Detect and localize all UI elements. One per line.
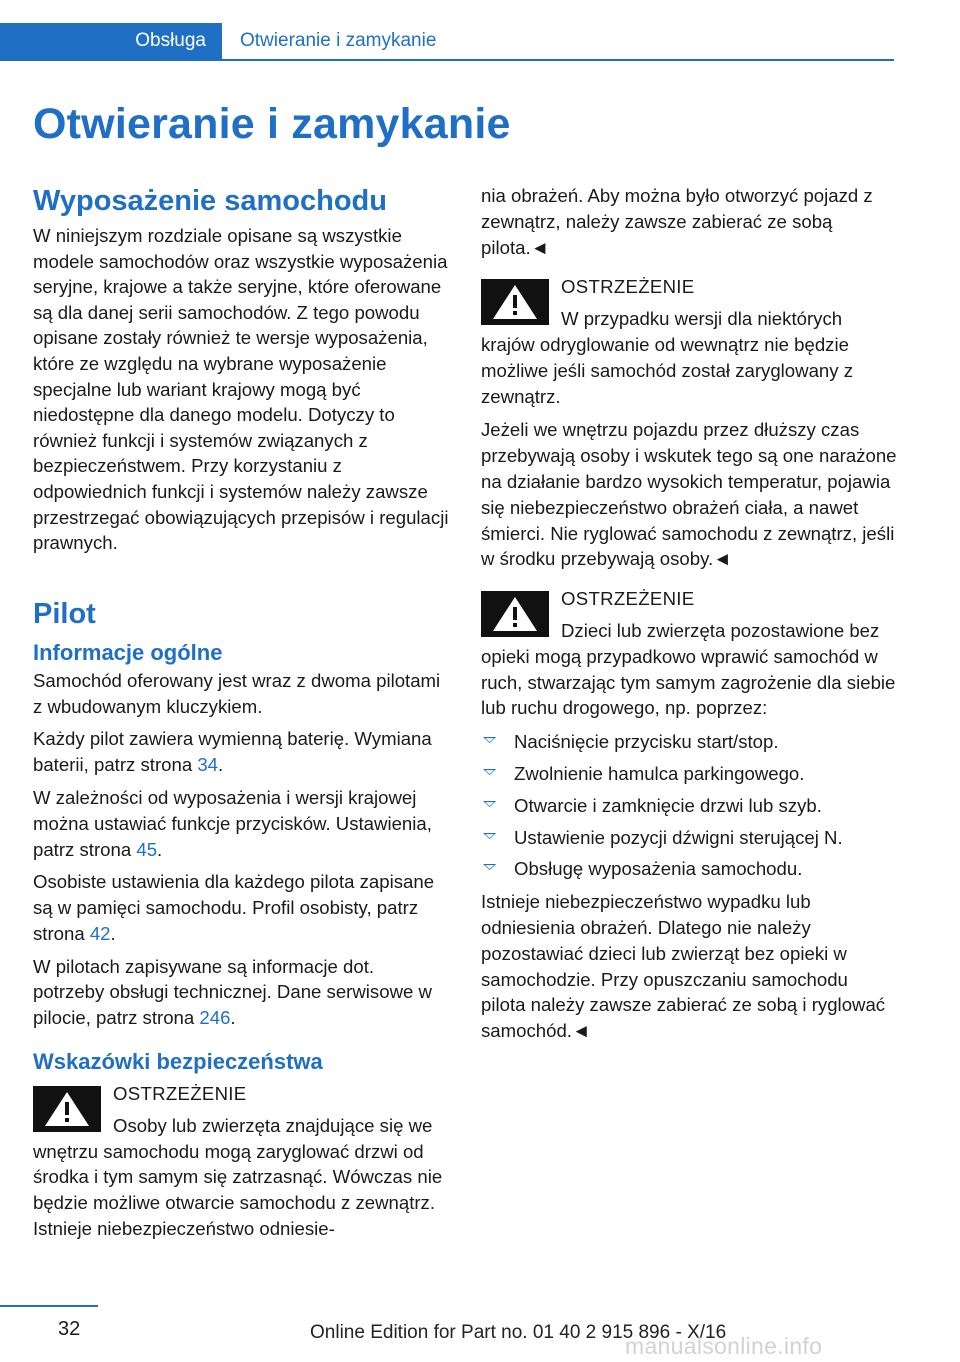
warning-triangle-icon: [481, 591, 549, 637]
period: .: [157, 838, 163, 860]
warning-block-1: [33, 1081, 449, 1242]
header-rule: [222, 59, 894, 61]
subsection-title-safety: Wskazówki bezpieczeństwa: [33, 1049, 323, 1075]
list-item-text: Obsługę wyposażenia samochodu.: [514, 858, 803, 880]
warning-triangle-icon: [481, 279, 549, 325]
period: .: [230, 1007, 236, 1029]
right-column: [481, 183, 897, 1051]
page-title: Otwieranie i zamykanie: [33, 100, 511, 148]
warning-title: OSTRZEŻENIE: [113, 1083, 247, 1105]
page-link-246[interactable]: 246: [199, 1007, 231, 1029]
general-paragraph-4: [33, 869, 449, 946]
bullet-list: [481, 729, 897, 882]
edition-note: Online Edition for Part no. 01 40 2 915 896 - X/16: [310, 1322, 727, 1343]
footer-rule: [0, 1305, 98, 1307]
list-item-text: Naciśnięcie przycisku start/stop.: [514, 731, 779, 753]
general-paragraph-3: [33, 785, 449, 862]
paragraph-text: Każdy pilot zawiera wymienną baterię. Wymiana baterii, patrz strona: [33, 728, 432, 776]
general-paragraph-1: Samochód oferowany jest wraz z dwoma pilotami z wbudowanym kluczykiem.: [33, 669, 441, 717]
general-paragraph-5: [33, 954, 449, 1031]
chapter-tab[interactable]: [0, 23, 222, 61]
closing-paragraph: Istnieje niebezpieczeństwo wypadku lub odniesienia obrażeń. Dlatego nie należy pozostawiać dzieci lub zwierząt bez opieki w samochodzie. Przy opuszczaniu samochodu pilota należy zawsze zabierać ze sobą i ryglować samochód.◄: [481, 891, 886, 1042]
warning-text: Osoby lub zwierzęta znajdujące się we wnętrzu samochodu mogą zaryglować drzwi od środka i tym samym się zatrzasnąć. Wówczas nie będzie możliwe otwarcie samochodu z zewnątrz. Istnieje niebezpieczeństwo odniesie-: [33, 1114, 443, 1240]
paragraph-text: Osobiste ustawienia dla każdego pilota zapisane są w pamięci samochodu. Profil osobisty, patrz strona: [33, 871, 435, 944]
warning-title: OSTRZEŻENIE: [561, 588, 695, 610]
warning-block-3: [481, 586, 897, 721]
page-link-45[interactable]: 45: [136, 838, 158, 860]
period: .: [110, 922, 116, 944]
list-item: [481, 793, 897, 819]
paragraph-text: W zależności od wyposażenia i wersji krajowej można ustawiać funkcje przycisków. Ustawienia, patrz strona: [33, 786, 432, 860]
general-paragraph-2: [33, 726, 449, 778]
warning-text: Dzieci lub zwierzęta pozostawione bez opieki mogą przypadkowo wprawić samochód w ruch, stwarzając tym samym zagrożenie dla siebie lub ruchu drogowego, np. poprzez:: [481, 619, 896, 719]
list-item: [481, 825, 897, 851]
warning-text: W przypadku wersji dla niektórych krajów odryglowanie od wewnątrz nie będzie możliwe jeśli samochód został zaryglowany z zewnątrz.: [481, 308, 854, 407]
bullet-triangle-icon: [483, 801, 496, 807]
list-item: [481, 729, 897, 755]
bullet-triangle-icon: [483, 833, 496, 839]
warning-triangle-icon: [33, 1086, 101, 1132]
breadcrumb[interactable]: Otwieranie i zamykanie: [240, 30, 437, 51]
chapter-tab-label: Obsługa: [135, 30, 206, 51]
list-item: [481, 761, 897, 787]
page-link-42[interactable]: 42: [89, 922, 111, 944]
list-item-text: Zwolnienie hamulca parkingowego.: [514, 762, 805, 784]
continued-paragraph: nia obrażeń. Aby można było otworzyć pojazd z zewnątrz, należy zawsze zabierać ze sobą pilota.◄: [481, 185, 873, 258]
bullet-triangle-icon: [483, 864, 496, 870]
subsection-title-general: Informacje ogólne: [33, 639, 223, 665]
page-link-34[interactable]: 34: [197, 754, 219, 776]
warning-title: OSTRZEŻENIE: [561, 276, 695, 298]
section-title-remote: Pilot: [33, 597, 96, 630]
equipment-paragraph: W niniejszym rozdziale opisane są wszystkie modele samochodów oraz wszystkie wyposażenia seryjne, krajowe a także seryjne, które oferowane są dla danej serii samochodów. Z tego powodu opisane zostały również te wersje wyposażenia, które ze względu na wybrane wyposażenie specjalne lub wariant krajowy mogą być niedostępne dla danego modelu. Dotyczy to również funkcji i systemów związanych z bezpieczeństwem. Przy korzystaniu z odpowiednich funkcji i systemów należy zawsze przestrzegać obowiązujących przepisów i regulacji prawnych.: [33, 225, 449, 554]
watermark: manualsonline.info: [625, 1333, 823, 1359]
warning-continuation: Jeżeli we wnętrzu pojazdu przez dłuższy czas przebywają osoby i wskutek tego są one narażone na działanie bardzo wysokich temperatur, pojawia się niebezpieczeństwo obrażeń ciała, a nawet śmierci. Nie ryglować samochodu z zewnątrz, jeśli w środku przebywają osoby.◄: [481, 419, 897, 570]
period: .: [218, 754, 224, 776]
list-item-text: Otwarcie i zamknięcie drzwi lub szyb.: [514, 794, 822, 816]
list-item: [481, 856, 897, 882]
page-number: 32: [58, 1318, 81, 1340]
list-item-text: Ustawienie pozycji dźwigni sterującej N.: [514, 826, 843, 848]
left-column: [33, 183, 449, 1250]
section-title-equipment: Wyposażenie samochodu: [33, 185, 387, 217]
bullet-triangle-icon: [483, 769, 496, 775]
paragraph-text: W pilotach zapisywane są informacje dot. potrzeby obsługi technicznej. Dane serwisowe w pilocie, patrz strona: [33, 955, 432, 1029]
warning-block-2: [481, 274, 897, 409]
bullet-triangle-icon: [483, 737, 496, 743]
